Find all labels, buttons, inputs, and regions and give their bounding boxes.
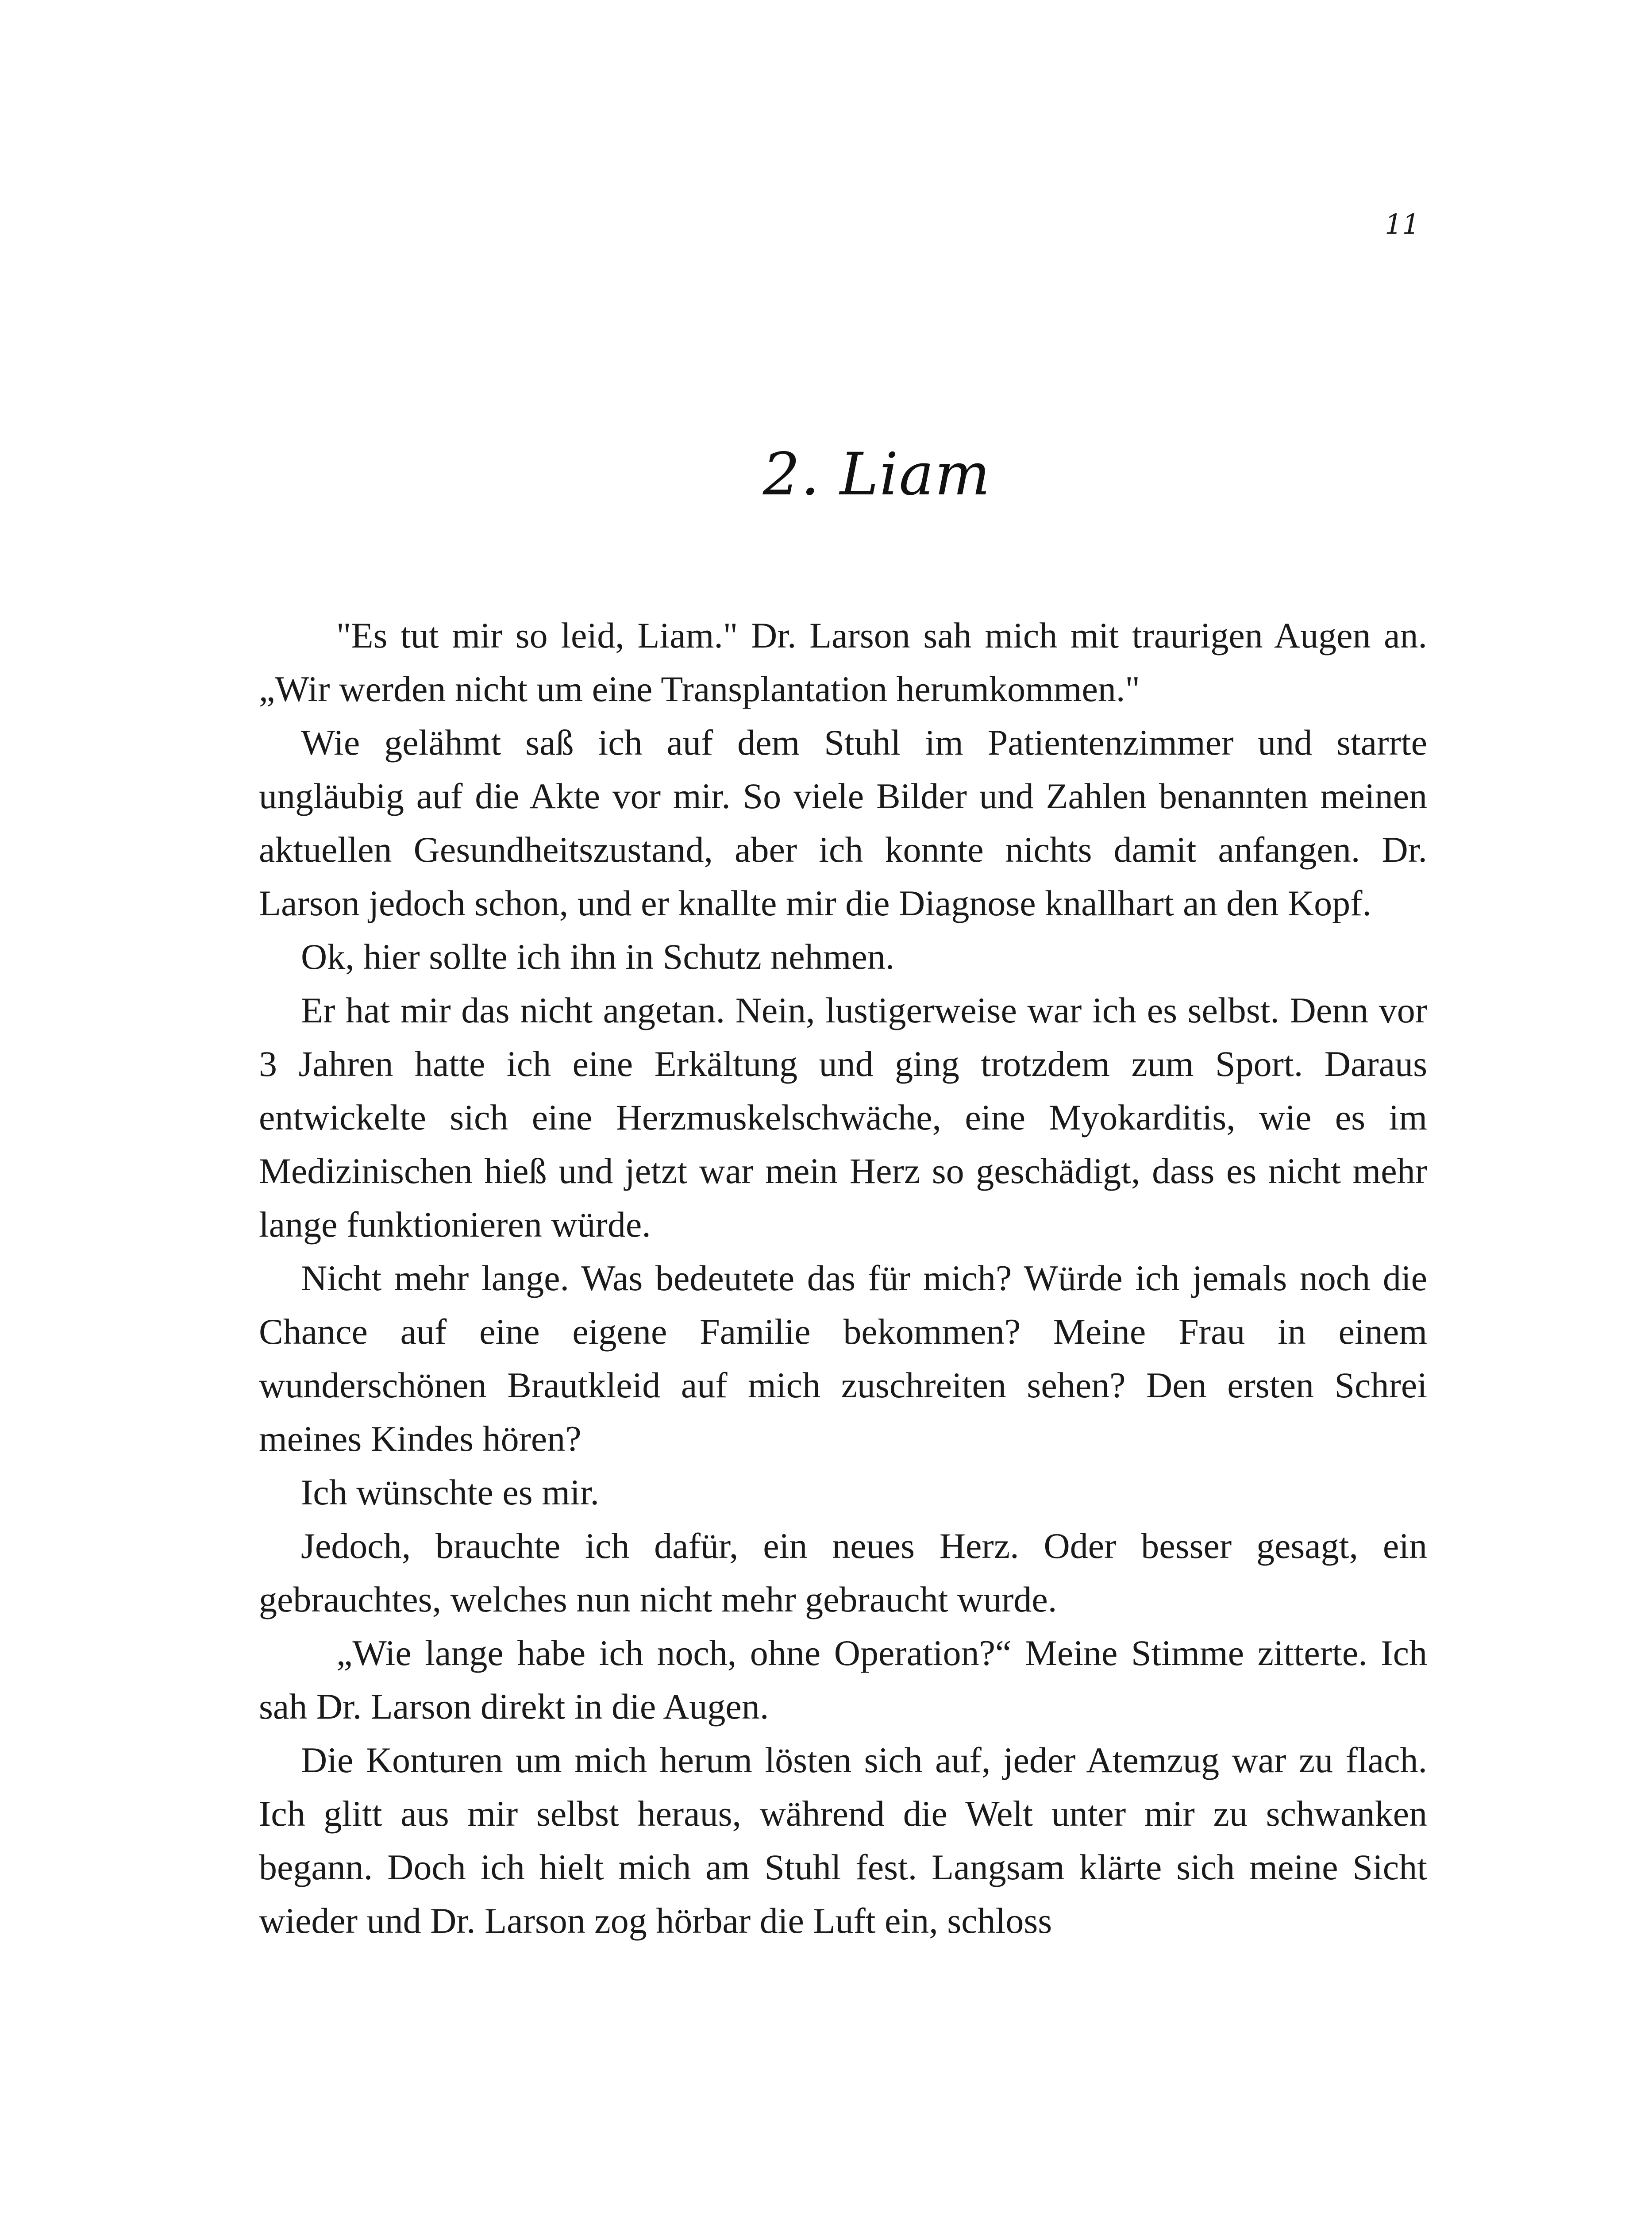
paragraph: Die Konturen um mich herum lösten sich auf, jeder Atemzug war zu flach. Ich glitt aus mir selbst heraus, während die Welt unter mir zu schwanken begann. Doch ich hielt mich am Stuhl fest. Langsam klärte sich meine Sicht wieder und Dr. Larson zog hörbar die Luft ein, schloss bbox=[259, 1740, 1427, 1941]
page-number: 11 bbox=[1385, 208, 1420, 240]
paragraph: Er hat mir das nicht angetan. Nein, lustigerweise war ich es selbst. Denn vor 3 Jahren hatte ich eine Erkältung und ging trotzdem zum Sport. Daraus entwickelte sich eine Herzmuskelschwäche, eine Myokarditis, wie es im Medizinischen hieß und jetzt war mein Herz so geschädigt, dass es nicht mehr lange funktionieren würde. bbox=[259, 990, 1427, 1245]
paragraph: Ok, hier sollte ich ihn in Schutz nehmen. bbox=[301, 937, 895, 977]
paragraph: Ich wünschte es mir. bbox=[301, 1472, 600, 1512]
chapter-title: 2. Liam bbox=[762, 440, 991, 509]
paragraph: Wie gelähmt saß ich auf dem Stuhl im Patientenzimmer und starrte ungläubig auf die Akte vor mir. So viele Bilder und Zahlen benannten meinen aktuellen Gesundheitszustand, aber ich konnte nichts damit anfangen. Dr. Larson jedoch schon, und er knallte mir die Diagnose knallhart an den Kopf. bbox=[259, 722, 1427, 923]
chapter-body bbox=[259, 609, 1427, 1947]
paragraph: „Wie lange habe ich noch, ohne Operation?“ Meine Stimme zitterte. Ich sah Dr. Larson direkt in die Augen. bbox=[259, 1633, 1427, 1727]
paragraph: Nicht mehr lange. Was bedeutete das für mich? Würde ich jemals noch die Chance auf eine eigene Familie bekommen? Meine Frau in einem wunderschönen Brautkleid auf mich zuschreiten sehen? Den ersten Schrei meines Kindes hören? bbox=[259, 1258, 1427, 1459]
paragraph: Jedoch, brauchte ich dafür, ein neues Herz. Oder besser gesagt, ein gebrauchtes, welches nun nicht mehr gebraucht wurde. bbox=[259, 1526, 1427, 1619]
paragraph: "Es tut mir so leid, Liam." Dr. Larson sah mich mit traurigen Augen an. „Wir werden nicht um eine Transplantation herumkommen." bbox=[259, 615, 1427, 709]
